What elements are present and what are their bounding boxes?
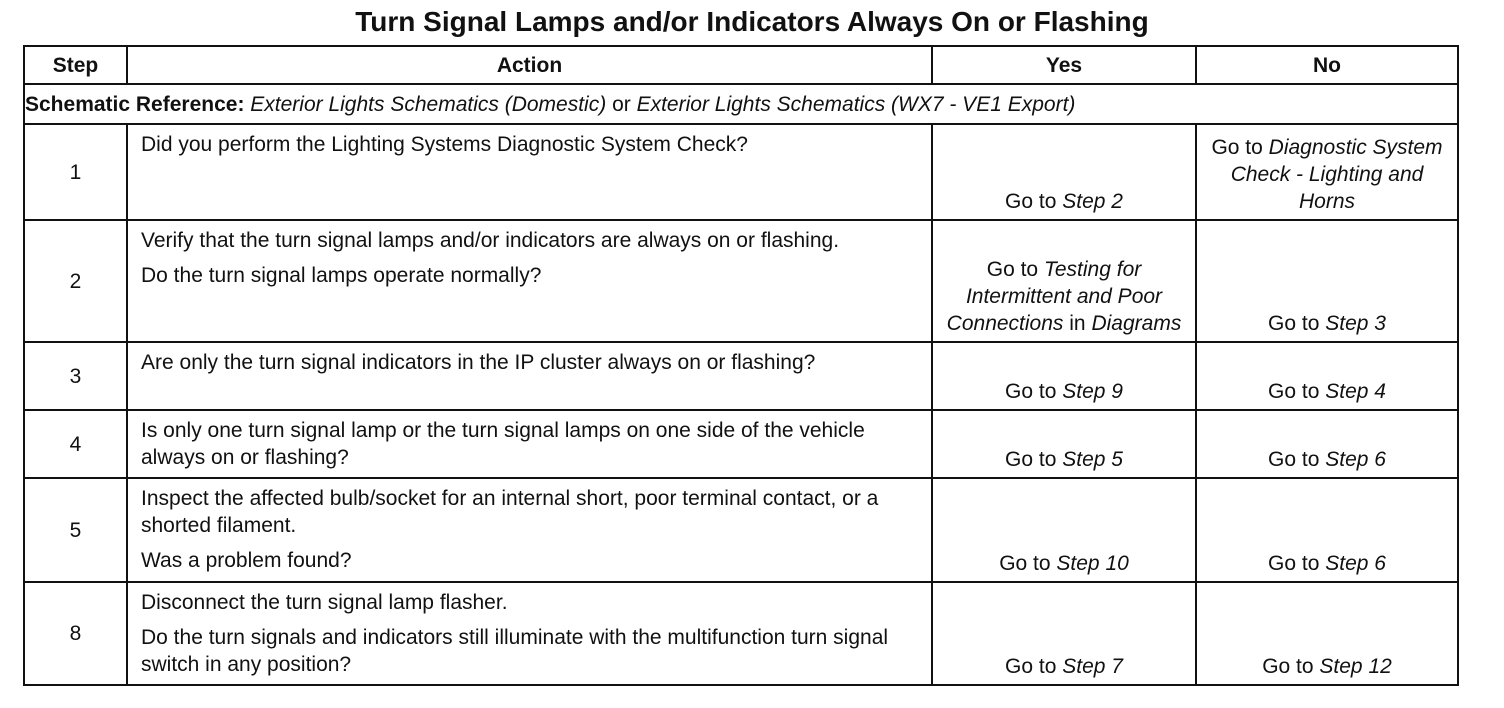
step-number: 2	[24, 220, 127, 342]
yes-result-cell	[932, 582, 1196, 685]
schematic-reference	[24, 84, 1458, 124]
action-text: Do the turn signal lamps operate normally?	[141, 264, 542, 287]
schematic-reference-label: Schematic Reference:	[25, 92, 245, 116]
no-goto-label: Go to	[1268, 312, 1320, 335]
yes-goto-link[interactable]: Step 10	[1056, 552, 1129, 575]
yes-result-cell	[932, 478, 1196, 582]
schematic-reference-row	[24, 84, 1458, 124]
yes-goto-label: Go to	[1005, 190, 1057, 213]
no-goto-label: Go to	[1211, 136, 1263, 159]
yes-result-cell	[932, 220, 1196, 342]
yes-goto-label: Go to	[1005, 655, 1057, 678]
no-goto-link[interactable]: Step 6	[1325, 552, 1386, 575]
no-goto-link[interactable]: Step 3	[1325, 312, 1386, 335]
page-title: Turn Signal Lamps and/or Indicators Always On or Flashing	[355, 6, 1149, 37]
no-result-cell	[1196, 124, 1458, 220]
action-text: Are only the turn signal indicators in the IP cluster always on or flashing?	[141, 351, 816, 374]
no-goto-link[interactable]: Step 4	[1325, 380, 1386, 403]
action-text: Disconnect the turn signal lamp flasher.	[141, 591, 508, 614]
no-goto-link[interactable]: Diagnostic System Check - Lighting and Horns	[1230, 136, 1443, 213]
step-number: 1	[24, 124, 127, 220]
yes-goto-connector: in	[1069, 312, 1086, 335]
no-goto-link[interactable]: Step 12	[1319, 655, 1392, 678]
step-number: 8	[24, 582, 127, 685]
yes-goto-link[interactable]: Step 9	[1062, 380, 1123, 403]
yes-goto-label: Go to	[999, 552, 1051, 575]
yes-result-cell	[932, 342, 1196, 410]
table-row	[24, 410, 1458, 478]
yes-goto-label: Go to	[1005, 380, 1057, 403]
action-cell	[127, 410, 932, 478]
action-text: Was a problem found?	[141, 549, 352, 572]
action-text: Inspect the affected bulb/socket for an internal short, poor terminal contact, or a shorted filament.	[141, 487, 879, 537]
step-number: 5	[24, 478, 127, 582]
yes-goto-label: Go to	[1005, 448, 1057, 471]
yes-goto-link[interactable]: Step 5	[1062, 448, 1123, 471]
action-cell	[127, 582, 932, 685]
table-row	[24, 478, 1458, 582]
schematic-ref-domestic[interactable]: Exterior Lights Schematics (Domestic)	[250, 92, 607, 116]
no-goto-label: Go to	[1268, 448, 1320, 471]
table-row	[24, 220, 1458, 342]
table-row	[24, 582, 1458, 685]
no-result-cell	[1196, 582, 1458, 685]
header-row	[24, 46, 1458, 84]
no-goto-label: Go to	[1268, 380, 1320, 403]
action-text: Did you perform the Lighting Systems Diagnostic System Check?	[141, 133, 748, 156]
action-text: Is only one turn signal lamp or the turn signal lamps on one side of the vehicle always on or flashing?	[141, 419, 865, 469]
schematic-or: or	[612, 92, 631, 116]
diagnostic-table	[23, 45, 1459, 686]
no-result-cell	[1196, 220, 1458, 342]
no-result-cell	[1196, 410, 1458, 478]
no-result-cell	[1196, 342, 1458, 410]
no-result-cell	[1196, 478, 1458, 582]
yes-goto-section[interactable]: Diagrams	[1091, 312, 1182, 335]
yes-goto-link[interactable]: Step 2	[1062, 190, 1123, 213]
action-cell	[127, 478, 932, 582]
header-yes: Yes	[932, 46, 1196, 84]
table-row	[24, 124, 1458, 220]
action-cell	[127, 124, 932, 220]
yes-result-cell	[932, 410, 1196, 478]
header-action: Action	[127, 46, 932, 84]
yes-goto-link[interactable]: Testing for Intermittent and Poor Connections	[946, 258, 1163, 335]
yes-result-cell	[932, 124, 1196, 220]
no-goto-label: Go to	[1262, 655, 1314, 678]
action-cell	[127, 220, 932, 342]
step-number: 4	[24, 410, 127, 478]
yes-goto-label: Go to	[986, 258, 1039, 281]
action-text: Verify that the turn signal lamps and/or indicators are always on or flashing.	[141, 229, 840, 252]
action-cell	[127, 342, 932, 410]
no-goto-label: Go to	[1268, 552, 1320, 575]
table-row	[24, 342, 1458, 410]
header-no: No	[1196, 46, 1458, 84]
step-number: 3	[24, 342, 127, 410]
no-goto-link[interactable]: Step 6	[1325, 448, 1386, 471]
header-step: Step	[24, 46, 127, 84]
yes-goto-link[interactable]: Step 7	[1062, 655, 1123, 678]
schematic-ref-export[interactable]: Exterior Lights Schematics (WX7 - VE1 Export)	[636, 92, 1076, 116]
action-text: Do the turn signals and indicators still illuminate with the multifunction turn signal switch in any position?	[141, 626, 889, 676]
